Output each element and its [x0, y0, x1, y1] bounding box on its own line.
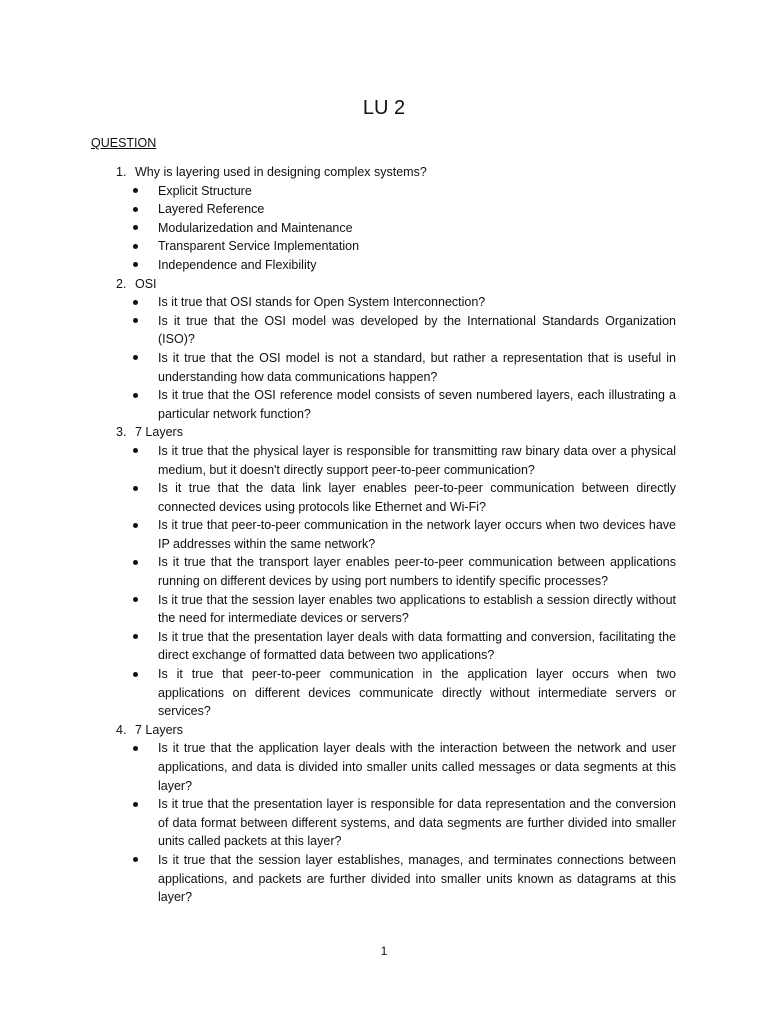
question-header — [0, 275, 768, 294]
bullet-text: Is it true that the OSI model was developed by the International Standards Organization (ISO)? — [158, 313, 676, 347]
bullet-list — [0, 182, 768, 275]
bullet-text: Is it true that the presentation layer deals with data formatting and conversion, facilitating the direct exchange of formatted data between two applications? — [158, 629, 676, 663]
bullet-text: Is it true that the OSI model is not a standard, but rather a representation that is useful in understanding how data communications happen? — [158, 350, 676, 384]
bullet-icon — [133, 486, 138, 491]
bullet-icon — [133, 355, 138, 360]
question-list — [0, 163, 768, 907]
question-number: 3. — [116, 425, 127, 440]
bullet-icon — [133, 560, 138, 565]
bullet-text: Is it true that the transport layer enables peer-to-peer communication between applications running on different devices by using port numbers to identify specific processes? — [158, 555, 676, 589]
bullet-item — [0, 442, 768, 479]
bullet-text: Is it true that the application layer deals with the interaction between the network and user applications, and data is divided into smaller units called messages or data segments at this layer? — [158, 741, 676, 793]
bullet-item — [0, 219, 768, 238]
question-item — [0, 275, 768, 424]
bullet-item — [0, 591, 768, 628]
question-label: Why is layering used in designing complex systems? — [135, 165, 427, 179]
bullet-icon — [133, 393, 138, 398]
bullet-text: Is it true that the OSI reference model consists of seven numbered layers, each illustrating a particular network function? — [158, 388, 676, 421]
question-number: 2. — [116, 276, 127, 291]
bullet-icon — [133, 857, 138, 862]
question-label: OSI — [135, 276, 157, 291]
bullet-item — [0, 200, 768, 219]
bullet-item — [0, 795, 768, 851]
bullet-item — [0, 386, 768, 423]
question-header — [0, 163, 768, 182]
bullet-icon — [133, 523, 138, 528]
bullet-icon — [133, 318, 138, 323]
bullet-text: Is it true that the session layer enables two applications to establish a session directly without the need for intermediate devices or servers? — [158, 592, 676, 626]
bullet-item — [0, 182, 768, 201]
bullet-item — [0, 665, 768, 721]
bullet-icon — [133, 802, 138, 807]
bullet-text: Modularizedation and Maintenance — [158, 220, 353, 235]
bullet-text: Is it true that OSI stands for Open System Interconnection? — [158, 295, 486, 310]
bullet-icon — [133, 207, 138, 212]
bullet-item — [0, 516, 768, 553]
bullet-text: Is it true that the presentation layer is responsible for data representation and the conversion of data format between different systems, and data segments are further divided into smaller units called packets at this layer? — [158, 797, 676, 849]
bullet-item — [0, 553, 768, 590]
bullet-list — [0, 293, 768, 423]
bullet-icon — [133, 746, 138, 751]
document-title: LU 2 — [362, 97, 406, 119]
question-item — [0, 423, 768, 721]
bullet-text: Layered Reference — [158, 202, 265, 217]
bullet-text: Independence and Flexibility — [158, 257, 317, 272]
bullet-icon — [133, 672, 138, 677]
bullet-icon — [133, 225, 138, 230]
question-item — [0, 163, 768, 275]
question-number: 4. — [116, 722, 127, 737]
page-number: 1 — [380, 944, 388, 958]
bullet-text: Is it true that peer-to-peer communication in the application layer occurs when two applications on different devices communicate directly without intermediate servers or services? — [158, 667, 676, 719]
question-label: 7 Layers — [135, 722, 183, 737]
bullet-item — [0, 256, 768, 275]
bullet-icon — [133, 300, 138, 305]
bullet-text: Is it true that the data link layer enables peer-to-peer communication between directly connected devices using protocols like Ethernet and Wi-Fi? — [158, 481, 676, 514]
bullet-item — [0, 851, 768, 907]
question-number: 1. — [116, 165, 127, 179]
question-header — [0, 721, 768, 740]
bullet-item — [0, 739, 768, 795]
section-heading: QUESTION — [91, 136, 157, 150]
bullet-icon — [133, 448, 138, 453]
bullet-text: Is it true that peer-to-peer communication in the network layer occurs when two devices have IP addresses within the same network? — [158, 518, 676, 551]
question-label: 7 Layers — [135, 425, 183, 440]
bullet-text: Is it true that the session layer establishes, manages, and terminates connections between applications, and packets are further divided into smaller units known as datagrams at this layer? — [158, 852, 676, 905]
bullet-text: Explicit Structure — [158, 183, 252, 198]
question-header — [0, 423, 768, 442]
bullet-text: Transparent Service Implementation — [158, 239, 360, 254]
question-item — [0, 721, 768, 907]
bullet-item — [0, 312, 768, 349]
bullet-item — [0, 628, 768, 665]
bullet-list — [0, 442, 768, 721]
bullet-text: Is it true that the physical layer is responsible for transmitting raw binary data over a physical medium, but it doesn't directly support peer-to-peer communication? — [158, 443, 676, 477]
bullet-icon — [133, 597, 138, 602]
bullet-icon — [133, 262, 138, 267]
bullet-item — [0, 237, 768, 256]
bullet-icon — [133, 634, 138, 639]
bullet-item — [0, 479, 768, 516]
bullet-icon — [133, 244, 138, 249]
bullet-icon — [133, 188, 138, 193]
bullet-item — [0, 349, 768, 386]
bullet-item — [0, 293, 768, 312]
bullet-list — [0, 739, 768, 906]
